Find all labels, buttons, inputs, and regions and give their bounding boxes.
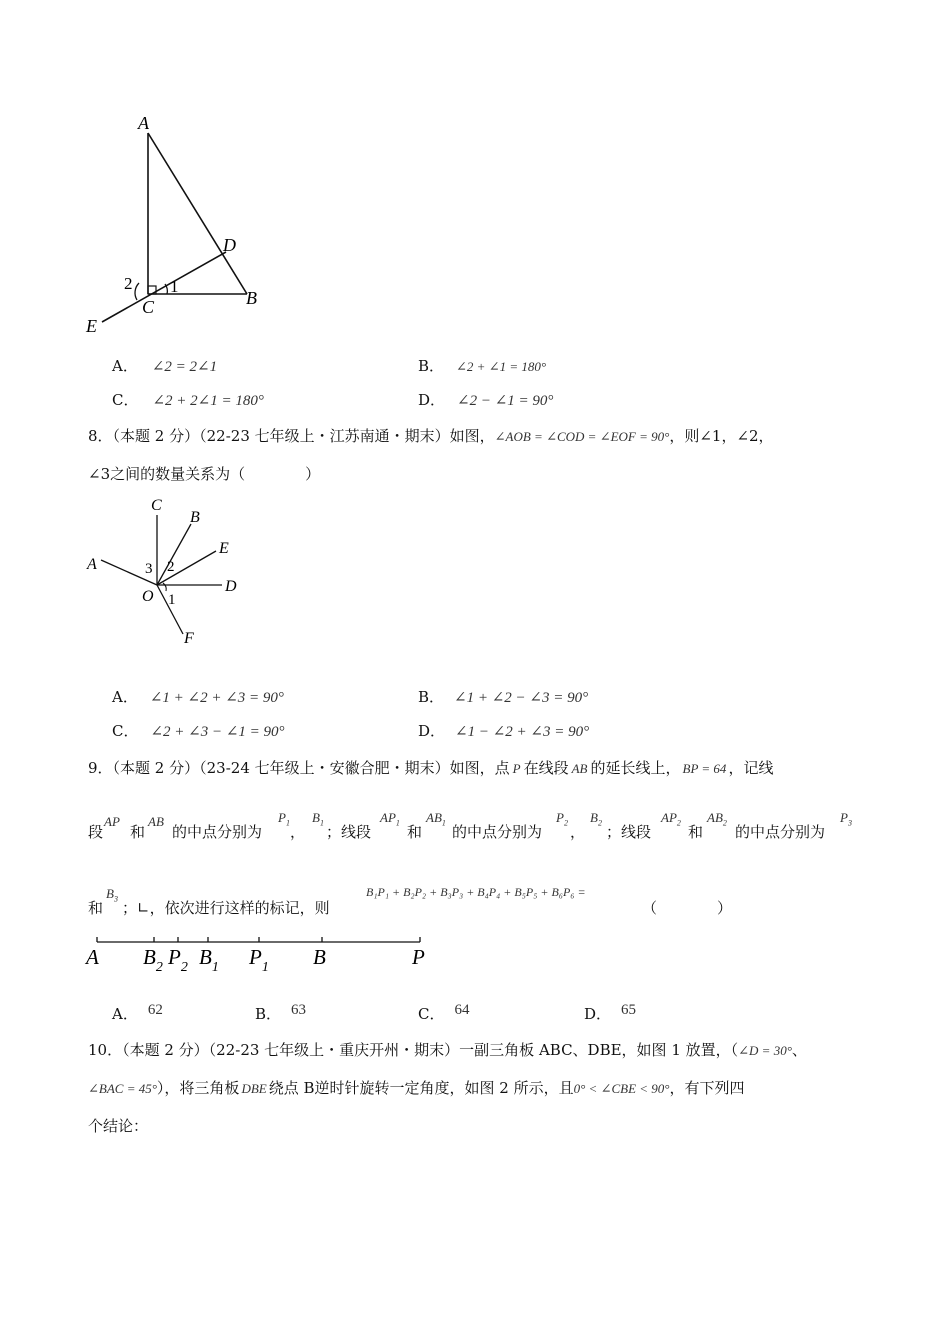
- q10-stem-line2: [88, 1078, 745, 1099]
- q10-line2-suffix: ，有下列四: [669, 1079, 745, 1097]
- q9-l2-AB1-sub: 1: [441, 818, 446, 828]
- q9-point-P: P: [512, 761, 521, 776]
- q7-label-A: A: [138, 113, 149, 133]
- q7-label-B: B: [246, 288, 257, 308]
- q9-l2-AB: AB: [148, 814, 164, 829]
- q8-option-a-letter: A．: [112, 688, 138, 706]
- q10-dun: 、: [791, 1041, 807, 1059]
- q9-answer-paren: （ ）: [642, 899, 733, 917]
- q9-l2-B1-letter: B: [312, 810, 320, 825]
- q8-stem-prefix: 8．（本题 2 分）（22-23 七年级上・江苏南通・期末）如图，: [88, 427, 495, 445]
- q7-option-b-letter: B．: [418, 357, 445, 375]
- q9-line1-prefix: 9．（本题 2 分）（23-24 七年级上・安徽合肥・期末）如图，点: [88, 759, 510, 777]
- q9-line1-extension: 的延长线上，: [590, 759, 681, 777]
- q8-label-D: D: [225, 578, 237, 595]
- q9-line1-segment: 在线段: [523, 759, 569, 777]
- q9-option-d[interactable]: [584, 1004, 636, 1025]
- q7-option-a-letter: A．: [112, 357, 138, 375]
- q9-BP-equation: BP = 64: [682, 761, 727, 776]
- q9-option-a-text: 62: [147, 1002, 163, 1018]
- q7-angle-1-label: 1: [170, 277, 179, 296]
- q9-l2-zhongdian2: 的中点分别为: [452, 823, 543, 841]
- q9-l2-P2-letter: P: [556, 810, 564, 825]
- q10-line1-prefix: 10．（本题 2 分）（22-23 七年级上・重庆开州・期末）一副三角板 ABC、DBE，如图 1 放置，（: [88, 1041, 739, 1059]
- q9-l2-he3: 和: [688, 823, 704, 841]
- q9-l3-he: 和: [88, 899, 104, 917]
- q8-label-A: A: [87, 556, 97, 573]
- q10-stem-line3: 个结论：: [88, 1117, 149, 1135]
- q9-l2-AP2-letter: AP: [661, 810, 677, 825]
- q9-l2-P1-letter: P: [278, 810, 286, 825]
- q9-l3-ellipsis: ；∟，依次进行这样的标记，则: [122, 899, 330, 917]
- q8-option-c-text: ∠2 + ∠3 − ∠1 = 90°: [150, 724, 285, 740]
- q9-l2-B2-sub: 2: [597, 818, 602, 828]
- q9-option-c-letter: C．: [418, 1005, 445, 1023]
- q9-option-b-text: 63: [291, 1002, 307, 1018]
- q9-line1-suffix: ，记线: [728, 759, 774, 777]
- q7-label-C: C: [142, 297, 155, 317]
- q8-option-a-text: ∠1 + ∠2 + ∠3 = 90°: [149, 690, 284, 706]
- q8-option-b-text: ∠1 + ∠2 − ∠3 = 90°: [454, 690, 589, 706]
- q8-label-C: C: [151, 497, 162, 514]
- q9-option-a[interactable]: [112, 1004, 163, 1025]
- q10-line2-rotate: 绕点 B逆时针旋转一定角度，如图 2 所示，且: [268, 1079, 574, 1097]
- q10-line2-prefix: ），将三角板: [156, 1079, 240, 1097]
- q9-l2-AP: AP: [104, 814, 120, 829]
- q9-line-label-B2: $B_2$: [143, 945, 163, 975]
- q7-label-D: D: [223, 235, 236, 255]
- q10-cond-BAC: ∠BAC = 45°: [88, 1081, 157, 1096]
- q9-sum-expression: B₁P₁ + B₂P₂ + B₃P₃ + B₄P₄ + B₅P₅ + B₆P₆ =: [366, 885, 586, 899]
- q9-l2-xianduan1: ；线段: [326, 823, 372, 841]
- q7-option-c-letter: C．: [112, 391, 139, 409]
- q9-line-label-B: B: [313, 945, 326, 969]
- q9-option-d-letter: D．: [584, 1005, 612, 1023]
- q8-label-F: F: [184, 630, 194, 647]
- q7-label-E: E: [86, 316, 97, 336]
- q9-option-d-text: 65: [621, 1002, 637, 1018]
- q8-option-d-text: ∠1 − ∠2 + ∠3 = 90°: [455, 724, 590, 740]
- q8-option-b-letter: B．: [418, 688, 445, 706]
- q9-l2-comma1: ，: [290, 823, 306, 841]
- q9-line-label-P1: $P_1$: [249, 945, 269, 975]
- q7-option-a-text: ∠2 = 2∠1: [151, 359, 218, 375]
- q9-l2-he1: 和: [130, 823, 146, 841]
- q9-segment-AB: AB: [571, 761, 588, 776]
- q9-l2-zhongdian1: 的中点分别为: [172, 823, 263, 841]
- q9-l2-B1-sub: 1: [319, 818, 324, 828]
- q9-l2-P1-sub: 1: [285, 818, 290, 828]
- q9-l2-P2-sub: 2: [563, 818, 568, 828]
- q9-l2-AB1-letter: AB: [426, 810, 442, 825]
- q10-cond-CBE: 0° < ∠CBE < 90°: [573, 1081, 670, 1096]
- q9-l2-duan: 段: [88, 823, 104, 841]
- q8-option-c-letter: C．: [112, 722, 139, 740]
- q10-cond-D: ∠D = 30°: [738, 1043, 792, 1058]
- q8-angle-1-label: 1: [168, 592, 176, 608]
- q9-line-label-A: A: [86, 945, 99, 969]
- q9-option-c[interactable]: [418, 1004, 469, 1025]
- q9-l2-he2: 和: [407, 823, 423, 841]
- q9-option-a-letter: A．: [112, 1005, 138, 1023]
- q8-label-E: E: [219, 540, 229, 557]
- q9-line-label-P2: $P_2$: [168, 945, 188, 975]
- q10-triangle-DBE: DBE: [241, 1081, 267, 1096]
- q8-angle-2-label: 2: [167, 559, 175, 575]
- q8-stem-condition: ∠AOB = ∠COD = ∠EOF = 90°: [494, 429, 670, 444]
- q8-label-O: O: [142, 588, 154, 605]
- q9-l2-AP2-sub: 2: [676, 818, 681, 828]
- q9-l3-B3-letter: B: [106, 886, 114, 901]
- q9-l2-AB2-sub: 2: [722, 818, 727, 828]
- q7-option-c-text: ∠2 + 2∠1 = 180°: [152, 393, 264, 409]
- q9-l2-xianduan2: ；线段: [606, 823, 652, 841]
- q7-angle-2-label: 2: [124, 274, 133, 293]
- q9-l2-AP1-letter: AP: [380, 810, 396, 825]
- q8-option-d-letter: D．: [418, 722, 446, 740]
- q9-option-b[interactable]: [255, 1004, 306, 1025]
- q9-option-b-letter: B．: [255, 1005, 282, 1023]
- q9-l2-AB2-letter: AB: [707, 810, 723, 825]
- q8-stem-suffix: ，则∠1，∠2，: [669, 427, 774, 445]
- q9-option-c-text: 64: [454, 1002, 470, 1018]
- q9-l2-zhongdian3: 的中点分别为: [735, 823, 826, 841]
- q10-stem-line1: [88, 1040, 807, 1061]
- q7-option-d-text: ∠2 − ∠1 = 90°: [457, 393, 554, 409]
- q9-l2-B2-letter: B: [590, 810, 598, 825]
- q9-l3-B3-sub: 3: [113, 894, 118, 904]
- q9-l2-comma2: ，: [570, 823, 586, 841]
- q9-line-label-P: P: [412, 945, 425, 969]
- q8-label-B: B: [190, 509, 200, 526]
- q7-option-d-letter: D．: [418, 391, 446, 409]
- q7-option-b-text: ∠2 + ∠1 = 180°: [456, 359, 547, 374]
- q8-stem-line2: ∠3之间的数量关系为（ ）: [88, 465, 321, 483]
- q9-l2-P3-letter: P: [840, 810, 848, 825]
- q9-line-label-B1: $B_1$: [199, 945, 219, 975]
- q9-l2-AP1-sub: 1: [395, 818, 400, 828]
- q9-l2-P3-sub: 3: [847, 818, 852, 828]
- q8-angle-3-label: 3: [145, 561, 153, 577]
